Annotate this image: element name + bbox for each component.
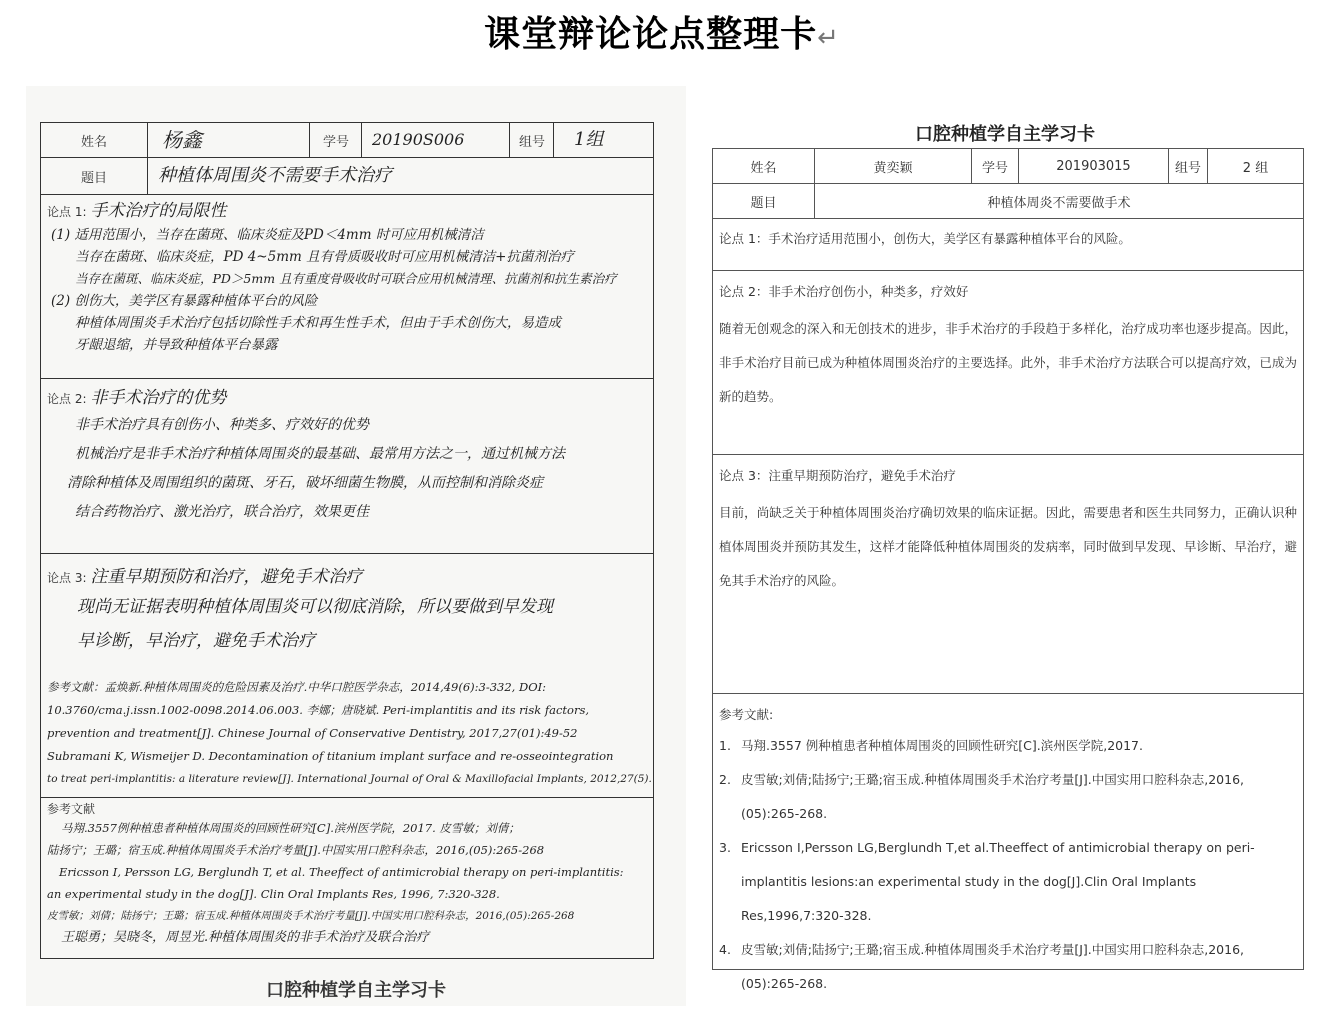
right-point2-heading: 论点 2：非手术治疗创伤小，种类多，疗效好: [719, 284, 969, 299]
right-refs-label: 参考文献:: [719, 707, 774, 722]
left-point1-line: 当存在菌斑、临床炎症，PD 4~5mm 且有骨质吸收时可应用机械清洁+抗菌剂治疗: [75, 248, 574, 265]
right-ref-item: [719, 933, 1297, 1001]
right-refs-section: [713, 695, 1303, 991]
right-name-label: 姓名: [713, 149, 815, 183]
left-point2-section: [41, 380, 653, 554]
left-point1-line: 当存在菌斑、临床炎症，PD＞5mm 且有重度骨吸收时可联合应用机械清理、抗菌剂和抗生素治疗: [75, 270, 617, 286]
left-point3-label: 论点 3:: [47, 571, 87, 585]
left-notes-line: 10.3760/cma.j.issn.1002-0098.2014.06.003. 李娜；唐晓斌. Peri-implantitis and its risk factors,: [47, 702, 590, 717]
page-title: [0, 6, 1324, 57]
right-point2-section: [713, 272, 1303, 455]
left-notes-line: 参考文献：孟焕新.种植体周围炎的危险因素及治疗.中华口腔医学杂志，2014,49(6):3-332, DOI:: [47, 679, 547, 694]
left-point1-line: (2) 创伤大，美学区有暴露种植体平台的风险: [51, 292, 318, 309]
left-ref-line: 马翔.3557例种植患者种植体周围炎的回顾性研究[C].滨州医学院，2017. 皮雪敏；刘倩；: [61, 821, 520, 835]
left-point3-section: [41, 555, 653, 797]
right-ref-item: [719, 729, 1297, 763]
left-group-value: 1组: [574, 128, 604, 150]
right-ref-item: [719, 763, 1297, 831]
right-ref-text: 皮雪敏;刘倩;陆扬宁;王璐;宿玉成.种植体周围炎手术治疗考量[J].中国实用口腔科杂志,2016,(05):265-268.: [741, 772, 1244, 821]
right-point1-text: 论点 1：手术治疗适用范围小，创伤大，美学区有暴露种植体平台的风险。: [719, 231, 1131, 246]
left-topic-value: 种植体周围炎不需要手术治疗: [158, 164, 392, 186]
typed-card-table: [712, 148, 1304, 991]
right-point1-section: [713, 219, 1303, 271]
left-point2-line: 机械治疗是非手术治疗种植体周围炎的最基础、最常用方法之一，通过机械方法: [75, 445, 565, 462]
left-name-value: 杨鑫: [148, 123, 310, 157]
left-notes-line: to treat peri-implantitis: a literature review[J]. International Journal of Oral & Maxillofacial Implants, 2012,27(5).: [47, 772, 652, 785]
left-point1-line: 种植体周围炎手术治疗包括切除性手术和再生性手术，但由于手术创伤大，易造成: [75, 314, 561, 331]
left-point2-line: 非手术治疗具有创伤小、种类多、疗效好的优势: [75, 416, 369, 433]
left-ref-line: Ericsson I, Persson LG, Berglundh T, et al. Theeffect of antimicrobial therapy on peri-implantitis:: [59, 865, 624, 879]
left-point3-line: 早诊断，早治疗，避免手术治疗: [77, 630, 315, 651]
left-point2-title: 非手术治疗的优势: [90, 388, 227, 408]
right-topic-row: [713, 184, 1303, 219]
handwritten-card: [26, 86, 686, 1006]
right-topic-value: 种植体周炎不需要做手术: [987, 195, 1131, 211]
left-topic-label: 题目: [41, 158, 148, 194]
left-ref-line: 王聪勇；吴晓冬，周昱光.种植体周围炎的非手术治疗及联合治疗: [61, 930, 430, 945]
right-ref-text: 皮雪敏;刘倩;陆扬宁;王璐;宿玉成.种植体周围炎手术治疗考量[J].中国实用口腔科杂志,2016,(05):265-268.: [741, 942, 1244, 991]
left-point1-line: 牙龈退缩，并导致种植体平台暴露: [75, 336, 278, 353]
right-ref-number: 1.: [719, 738, 731, 753]
typed-card-title: 口腔种植学自主学习卡: [915, 124, 1095, 145]
right-ref-item: [719, 831, 1297, 933]
left-point2-line: 清除种植体及周围组织的菌斑、牙石，破坏细菌生物膜，从而控制和消除炎症: [67, 474, 543, 491]
left-point3-title: 注重早期预防和治疗，避免手术治疗: [90, 567, 363, 587]
right-refs-list: [719, 729, 1297, 1001]
left-ref-line: 陆扬宁；王璐；宿玉成.种植体周围炎手术治疗考量[J].中国实用口腔科杂志，2016,(05):265-268: [47, 843, 545, 857]
left-refs-section: [41, 797, 653, 958]
right-name-value: 黄奕颖: [815, 149, 972, 183]
left-card-footer: 口腔种植学自主学习卡: [266, 980, 446, 1001]
right-ref-number: 2.: [719, 772, 731, 787]
left-topic-row: [41, 158, 653, 195]
right-group-value: 2 组: [1242, 160, 1269, 176]
left-point1-label: 论点 1:: [47, 205, 87, 219]
left-name-label: 姓名: [41, 123, 148, 157]
right-point2-body: 随着无创观念的深入和无创技术的进步，非手术治疗的手段趋于多样化，治疗成功率也逐步提高。因此，非手术治疗目前已成为种植体周围炎治疗的主要选择。此外，非手术治疗方法联合可以提高疗效，已成为新的趋势。: [719, 321, 1297, 404]
right-ref-text: 马翔.3557 例种植患者种植体周围炎的回顾性研究[C].滨州医学院,2017.: [741, 738, 1143, 753]
left-point1-line: (1) 适用范围小，当存在菌斑、临床炎症及PD＜4mm 时可应用机械清洁: [51, 226, 484, 243]
left-notes-line: Subramani K, Wismeijer D. Decontamination of titanium implant surface and re-osseointegration: [47, 748, 614, 763]
right-point3-section: [713, 456, 1303, 694]
left-ref-line: 皮雪敏；刘倩；陆扬宁；王璐；宿玉成.种植体周围炎手术治疗考量[J].中国实用口腔科杂志，2016,(05):265-268: [47, 910, 575, 922]
right-ref-text: Ericsson I,Persson LG,Berglundh T,et al.Theeffect of antimicrobial therapy on peri-implantitis lesions:an experimental study in the dog[J].Clin Oral Implants Res,1996,7:320-328.: [741, 840, 1255, 923]
left-id-label: 学号: [311, 123, 362, 157]
left-point1-title: 手术治疗的局限性: [90, 201, 227, 221]
right-id-label: 学号: [972, 149, 1019, 183]
left-ref-line: an experimental study in the dog[J]. Clin Oral Implants Res, 1996, 7:320-328.: [47, 887, 500, 901]
left-point1-section: [41, 195, 653, 379]
left-point2-label: 论点 2:: [47, 392, 87, 406]
right-id-value: 201903015: [1019, 149, 1169, 183]
typed-card: [706, 112, 1304, 991]
left-refs-label: 参考文献: [47, 802, 96, 816]
right-group-label: 组号: [1169, 149, 1208, 183]
left-point3-line: 现尚无证据表明种植体周围炎可以彻底消除，所以要做到早发现: [77, 596, 553, 617]
left-id-value: 20190S006: [362, 123, 510, 157]
right-point3-body: 目前，尚缺乏关于种植体周围炎治疗确切效果的临床证据。因此，需要患者和医生共同努力，正确认识种植体周围炎并预防其发生，这样才能降低种植体周围炎的发病率，同时做到早发现、早诊断、早治疗，避免其手术治疗的风险。: [719, 505, 1297, 588]
paragraph-mark-icon: ↵: [817, 23, 840, 53]
handwritten-card-table: [40, 122, 654, 959]
page-title-text: 课堂辩论论点整理卡: [484, 14, 818, 55]
right-ref-number: 4.: [719, 942, 731, 957]
right-header-row: [713, 149, 1303, 184]
right-point3-heading: 论点 3：注重早期预防治疗，避免手术治疗: [719, 468, 956, 483]
left-notes-line: prevention and treatment[J]. Chinese Journal of Conservative Dentistry, 2017,27(01):49-52: [47, 725, 578, 740]
left-header-row: [41, 123, 653, 158]
right-topic-label: 题目: [713, 184, 815, 218]
right-ref-number: 3.: [719, 840, 731, 855]
left-group-label: 组号: [511, 123, 554, 157]
left-point2-line: 结合药物治疗、激光治疗，联合治疗，效果更佳: [75, 503, 369, 520]
